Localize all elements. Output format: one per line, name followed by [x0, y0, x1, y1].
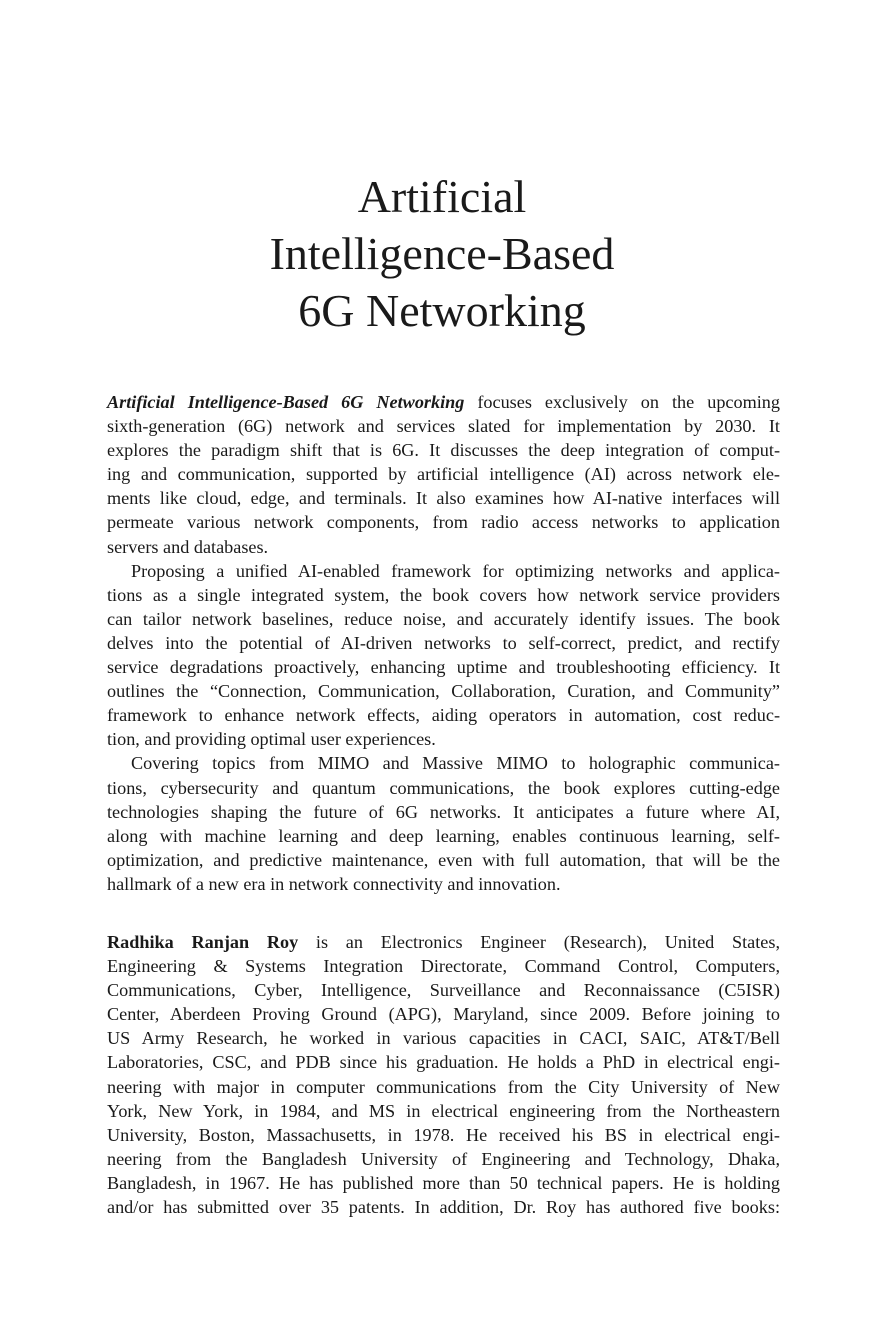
text-line: optimization, and predictive maintenance, even with full automation, that will be the: [107, 849, 780, 870]
text-line: delves into the potential of AI-driven networks to self-correct, predict, and rectify: [107, 632, 780, 653]
text-line: US Army Research, he worked in various capacities in CACI, SAIC, AT&T/Bell: [107, 1028, 780, 1049]
author-name: Radhika Ranjan Roy: [107, 932, 299, 952]
text-fragment: focuses exclusively on the upcoming: [464, 392, 780, 412]
text-line: service degradations proactively, enhancing uptime and troubleshooting efficiency. It: [107, 657, 780, 678]
book-title-inline: Artificial Intelligence-Based 6G Networking: [107, 392, 465, 412]
text-line: technologies shaping the future of 6G networks. It anticipates a future where AI,: [107, 801, 780, 822]
text-line: Engineering & Systems Integration Directorate, Command Control, Computers,: [107, 956, 780, 977]
text-line: [107, 390, 780, 414]
text-line: can tailor network baselines, reduce noise, and accurately identify issues. The book: [107, 608, 780, 629]
text-line: Center, Aberdeen Proving Ground (APG), Maryland, since 2009. Before joining to: [107, 1004, 780, 1025]
text-line: ments like cloud, edge, and terminals. It also examines how AI-native interfaces will: [107, 488, 780, 509]
text-line: University, Boston, Massachusetts, in 1978. He received his BS in electrical engi-: [107, 1124, 780, 1145]
text-line: York, New York, in 1984, and MS in electrical engineering from the Northeastern: [107, 1100, 780, 1121]
text-line: outlines the “Connection, Communication, Collaboration, Curation, and Community”: [107, 681, 780, 702]
text-line: neering from the Bangladesh University of Engineering and Technology, Dhaka,: [107, 1148, 780, 1169]
text-line: Bangladesh, in 1967. He has published more than 50 technical papers. He is holding: [107, 1172, 780, 1193]
text-line: and/or has submitted over 35 patents. In addition, Dr. Roy has authored five books:: [107, 1197, 780, 1218]
text-line: [107, 930, 780, 954]
text-line: servers and databases.: [107, 536, 269, 557]
text-line: tions as a single integrated system, the book covers how network service providers: [107, 584, 780, 605]
text-line: framework to enhance network effects, aiding operators in automation, cost reduc-: [107, 705, 780, 726]
book-description: [107, 390, 780, 896]
text-line: Laboratories, CSC, and PDB since his graduation. He holds a PhD in electrical engi-: [107, 1052, 780, 1073]
text-line: explores the paradigm shift that is 6G. It discusses the deep integration of comput-: [107, 440, 780, 461]
text-line: tions, cybersecurity and quantum communications, the book explores cutting-edge: [107, 777, 780, 798]
text-line: tion, and providing optimal user experiences.: [107, 729, 436, 750]
text-line: sixth-generation (6G) network and services slated for implementation by 2030. It: [107, 416, 780, 437]
title-line: Artificial: [357, 171, 527, 222]
title-line: Intelligence-Based: [269, 228, 615, 279]
title-line: 6G Networking: [298, 285, 586, 336]
author-bio: [107, 930, 780, 1219]
text-line: Communications, Cyber, Intelligence, Surveillance and Reconnaissance (C5ISR): [107, 980, 780, 1001]
text-line: ing and communication, supported by artificial intelligence (AI) across network ele-: [107, 464, 780, 485]
text-line: Covering topics from MIMO and Massive MIMO to holographic communica-: [131, 753, 780, 774]
book-title: [0, 168, 884, 339]
text-line: permeate various network components, from radio access networks to application: [107, 512, 780, 533]
text-line: neering with major in computer communications from the City University of New: [107, 1076, 780, 1097]
text-line: Proposing a unified AI-enabled framework for optimizing networks and applica-: [131, 560, 780, 581]
text-line: along with machine learning and deep learning, enables continuous learning, self-: [107, 825, 780, 846]
text-fragment: is an Electronics Engineer (Research), United States,: [298, 932, 780, 952]
text-line: hallmark of a new era in network connectivity and innovation.: [107, 873, 561, 894]
